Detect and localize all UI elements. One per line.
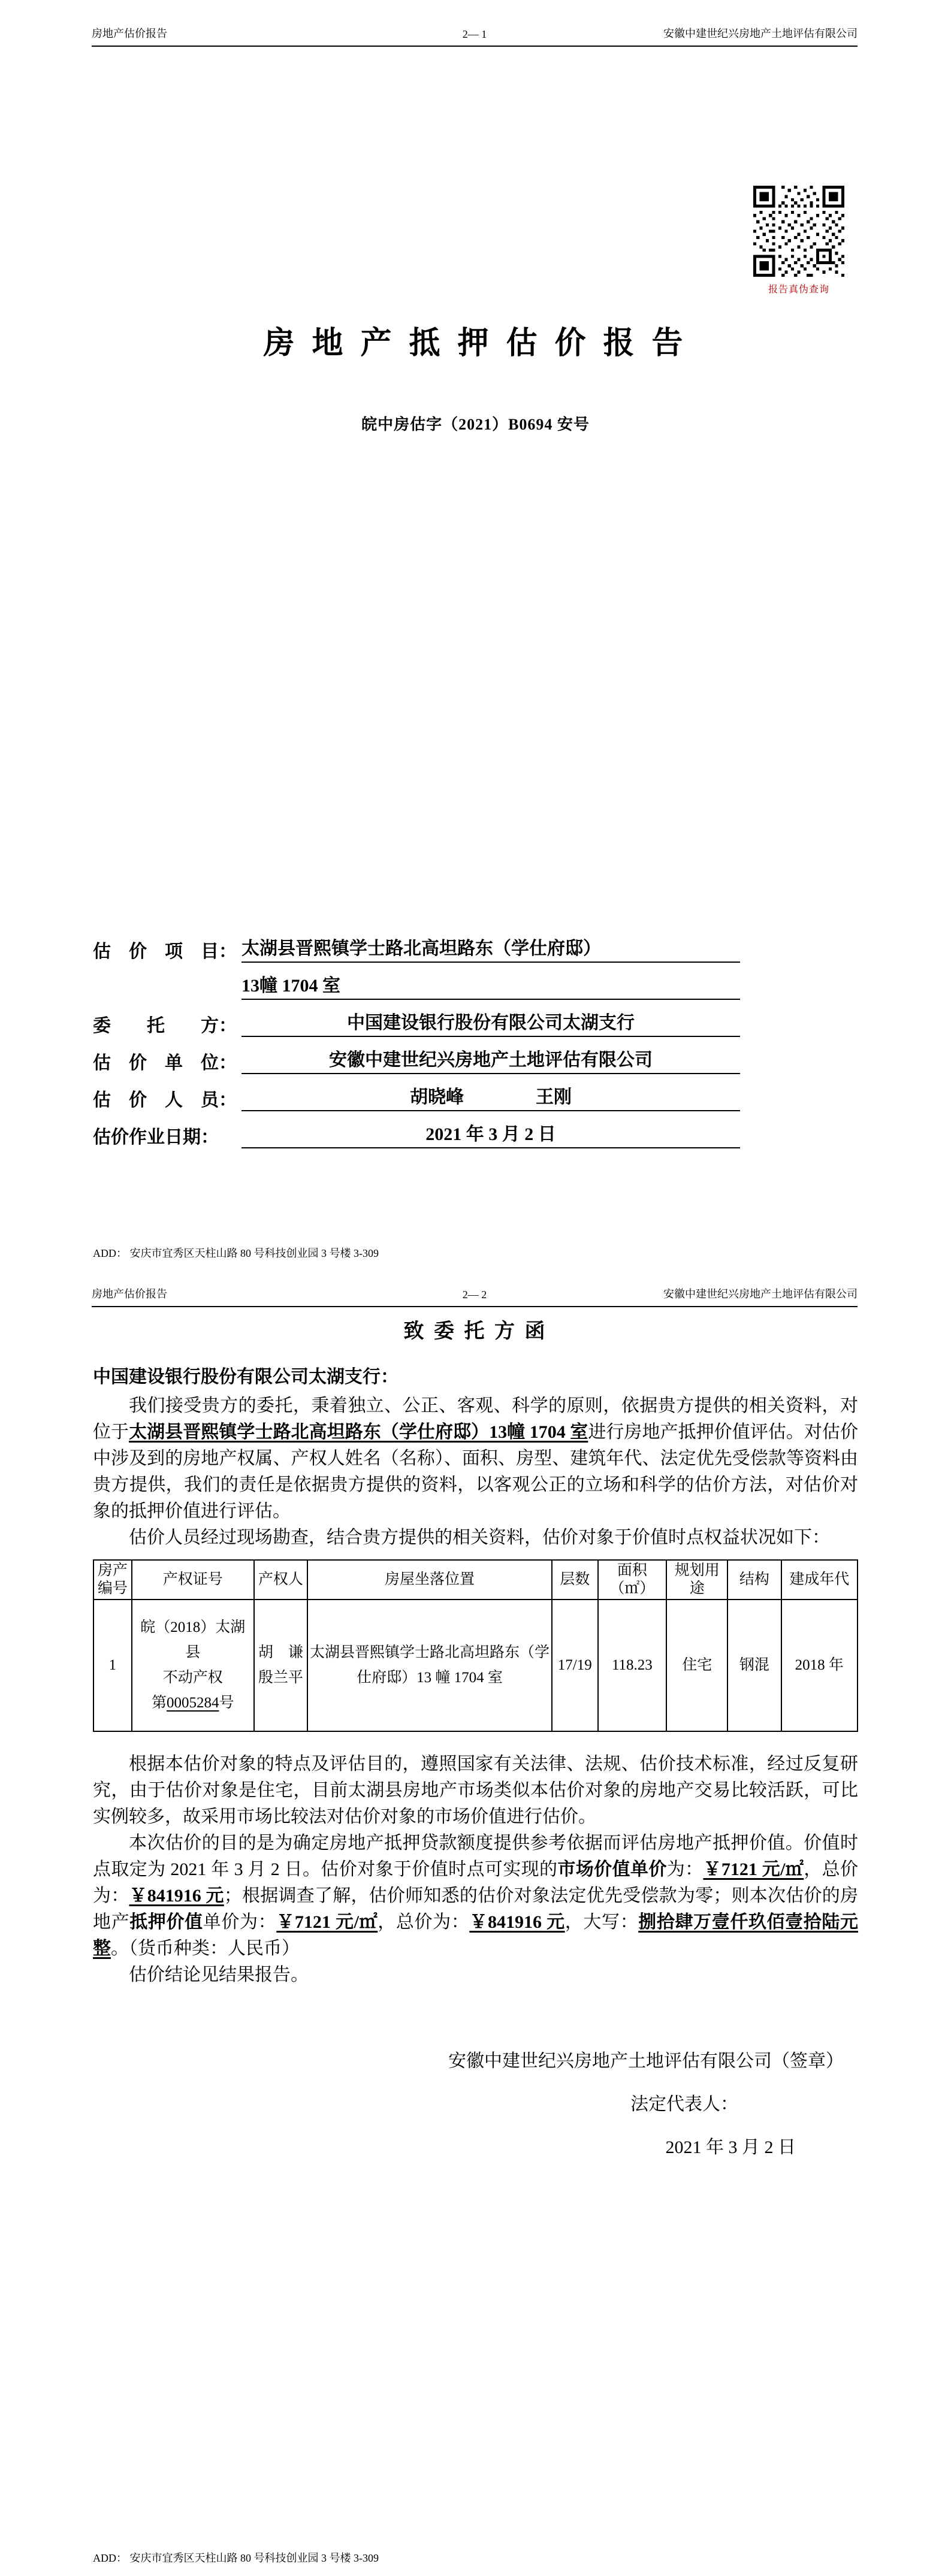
cell-location: 太湖县晋熙镇学士路北高坦路东（学仕府邸）13 幢 1704 室 — [307, 1600, 552, 1731]
field-agency-label: 估 价 单 位： — [93, 1053, 237, 1073]
header-doc-title: 房地产估价报告 — [92, 1288, 167, 1300]
letter-paragraph-1 — [93, 1393, 858, 1525]
cell-property-no: 1 — [93, 1600, 132, 1731]
field-agency — [93, 1037, 740, 1074]
cell-year: 2018 年 — [781, 1600, 858, 1731]
cert-prefix: 第 — [151, 1695, 167, 1711]
header-doc-title: 房地产估价报告 — [92, 28, 167, 40]
cell-structure: 钢混 — [727, 1600, 781, 1731]
signature-legal-rep: 法定代表人： — [630, 2094, 738, 2114]
total-price-value: ￥841916 元 — [129, 1886, 224, 1906]
table-row — [93, 1600, 858, 1731]
paragraph-text: 进行房地产抵押价值评估。对估价中涉及到的房地产权属、产权人姓名（名称）、面积、房型、建筑年代、法定优先受偿款等资料由贵方提供，我们的责任是依据贵方提供的资料，以客观公正的立场和科学的估价方法，对估价对象的抵押价值进行评估。 — [93, 1422, 859, 1521]
cell-cert-no — [132, 1600, 254, 1731]
table-header-row — [93, 1560, 858, 1600]
cert-suffix: 号 — [219, 1695, 234, 1711]
letter-salutation: 中国建设银行股份有限公司太湖支行： — [93, 1367, 398, 1387]
field-staff — [93, 1074, 740, 1111]
column-header-area: 面积（㎡） — [598, 1560, 667, 1600]
paragraph-text: 为： — [666, 1860, 704, 1879]
cell-floors: 17/19 — [552, 1600, 598, 1731]
amount-in-words: 捌拾肆万壹仟玖佰壹拾陆元整 — [93, 1912, 859, 1958]
letter-paragraph-4 — [93, 1830, 858, 1962]
paragraph-text: ；根据调查了解，估价师知悉的估价对象法定优先受偿款为零；则本次估价的房地产 — [93, 1886, 859, 1932]
field-client-value: 中国建设银行股份有限公司太湖支行 — [241, 1008, 740, 1037]
page-header — [92, 1286, 858, 1307]
owner-name-1: 胡 谦 — [258, 1644, 303, 1661]
cell-area: 118.23 — [598, 1600, 667, 1731]
header-page-number: 2— 1 — [462, 28, 487, 40]
letter-paragraph-3: 根据本估价对象的特点及评估目的，遵照国家有关法律、法规、估价技术标准，经过反复研究，由于估价对象是住宅，目前太湖县房地产市场类似本估价对象的房地产交易比较活跃，可比实例较多，故采用市场比较法对估价对象的市场价值进行估价。 — [93, 1754, 858, 1827]
cert-line1: 皖（2018）太湖县 — [140, 1619, 246, 1661]
report-page-2 — [0, 1270, 951, 2576]
field-project-value-line2: 13幢 1704 室 — [241, 970, 740, 1000]
cell-use: 住宅 — [666, 1600, 727, 1731]
report-title: 房 地 产 抵 押 估 价 报 告 — [263, 326, 688, 361]
cell-owner — [254, 1600, 307, 1731]
qr-code-icon — [753, 186, 844, 277]
signature-date: 2021 年 3 月 2 日 — [665, 2137, 796, 2157]
paragraph-text: ，总价为： — [93, 1860, 859, 1906]
paragraph-text: ，大写： — [564, 1912, 639, 1932]
letter-paragraph-2: 估价人员经过现场勘查，结合贵方提供的相关资料，估价对象于价值时点权益状况如下： — [129, 1528, 830, 1547]
cert-line2: 不动产权 — [162, 1670, 223, 1686]
paragraph-text: 我们接受贵方的委托，秉着独立、公正、客观、科学的原则，依据贵方提供的相关资料，对位于 — [93, 1396, 858, 1442]
mortgage-value-label: 抵押价值 — [129, 1912, 203, 1932]
column-header-property-no: 房产编号 — [93, 1560, 132, 1600]
paragraph-text: 单价为： — [203, 1912, 277, 1932]
subject-property-address: 太湖县晋熙镇学士路北高坦路东（学仕府邸）13幢 1704 室 — [129, 1422, 588, 1442]
field-project-label: 估 价 项 目： — [93, 942, 237, 962]
field-client-label: 委 托 方： — [93, 1016, 237, 1036]
paragraph-text: ，总价为： — [378, 1912, 470, 1932]
cover-fields — [93, 926, 740, 1148]
letter-content — [93, 1306, 858, 2158]
header-company-name: 安徽中建世纪兴房地产土地评估有限公司 — [663, 1288, 858, 1300]
unit-price-value: ￥7121 元/㎡ — [703, 1860, 804, 1879]
column-header-year: 建成年代 — [781, 1560, 858, 1600]
field-project-value-line1: 太湖县晋熙镇学士路北高坦路东（学仕府邸） — [241, 933, 740, 963]
qr-verification-block — [753, 186, 844, 295]
cert-line3 — [134, 1691, 252, 1716]
field-staff-value: 胡晓峰 王刚 — [241, 1082, 740, 1111]
paragraph-text: 本次估价的目的是为确定房地产抵押贷款额度提供参考依据而评估房地产抵押价值。价值时点取定为 2021 年 3 月 2 日。估价对象于价值时点可实现的 — [93, 1833, 858, 1879]
owner-name-2: 殷兰平 — [258, 1670, 303, 1686]
field-staff-label: 估 价 人 员： — [93, 1090, 237, 1110]
header-company-name: 安徽中建世纪兴房地产土地评估有限公司 — [663, 28, 858, 40]
column-header-owner: 产权人 — [254, 1560, 307, 1600]
cert-number: 0005284 — [167, 1695, 219, 1711]
letter-title: 致 委 托 方 函 — [403, 1320, 548, 1343]
column-header-location: 房屋坐落位置 — [307, 1560, 552, 1600]
paragraph-text: 。（货币种类：人民币） — [111, 1939, 300, 1958]
field-date-value: 2021 年 3 月 2 日 — [241, 1119, 740, 1148]
footer-address: ADD： 安庆市宜秀区天柱山路 80 号科技创业园 3 号楼 3-309 — [93, 2552, 379, 2564]
footer-address: ADD： 安庆市宜秀区天柱山路 80 号科技创业园 3 号楼 3-309 — [93, 1247, 379, 1259]
mortgage-total-price-value: ￥841916 元 — [469, 1912, 565, 1932]
property-summary-table — [93, 1559, 858, 1732]
signature-company: 安徽中建世纪兴房地产土地评估有限公司（签章） — [448, 2051, 844, 2071]
market-value-label: 市场价值单价 — [557, 1860, 667, 1879]
report-page-1 — [0, 0, 951, 1270]
header-page-number: 2— 2 — [462, 1289, 487, 1301]
field-date-label: 估价作业日期： — [93, 1127, 219, 1147]
field-client — [93, 1000, 740, 1037]
report-number: 皖中房估字（2021）B0694 安号 — [361, 416, 590, 433]
column-header-use: 规划用途 — [666, 1560, 727, 1600]
mortgage-unit-price-value: ￥7121 元/㎡ — [276, 1912, 378, 1932]
column-header-structure: 结构 — [727, 1560, 781, 1600]
qr-caption: 报告真伪查询 — [768, 285, 829, 295]
column-header-floors: 层数 — [552, 1560, 598, 1600]
field-date — [93, 1111, 740, 1148]
field-project — [93, 926, 740, 963]
page-header — [92, 25, 858, 47]
field-project-line2 — [93, 963, 740, 1000]
field-agency-value: 安徽中建世纪兴房地产土地评估有限公司 — [241, 1045, 740, 1074]
column-header-cert-no: 产权证号 — [132, 1560, 254, 1600]
letter-paragraph-5: 估价结论见结果报告。 — [129, 1965, 309, 1985]
